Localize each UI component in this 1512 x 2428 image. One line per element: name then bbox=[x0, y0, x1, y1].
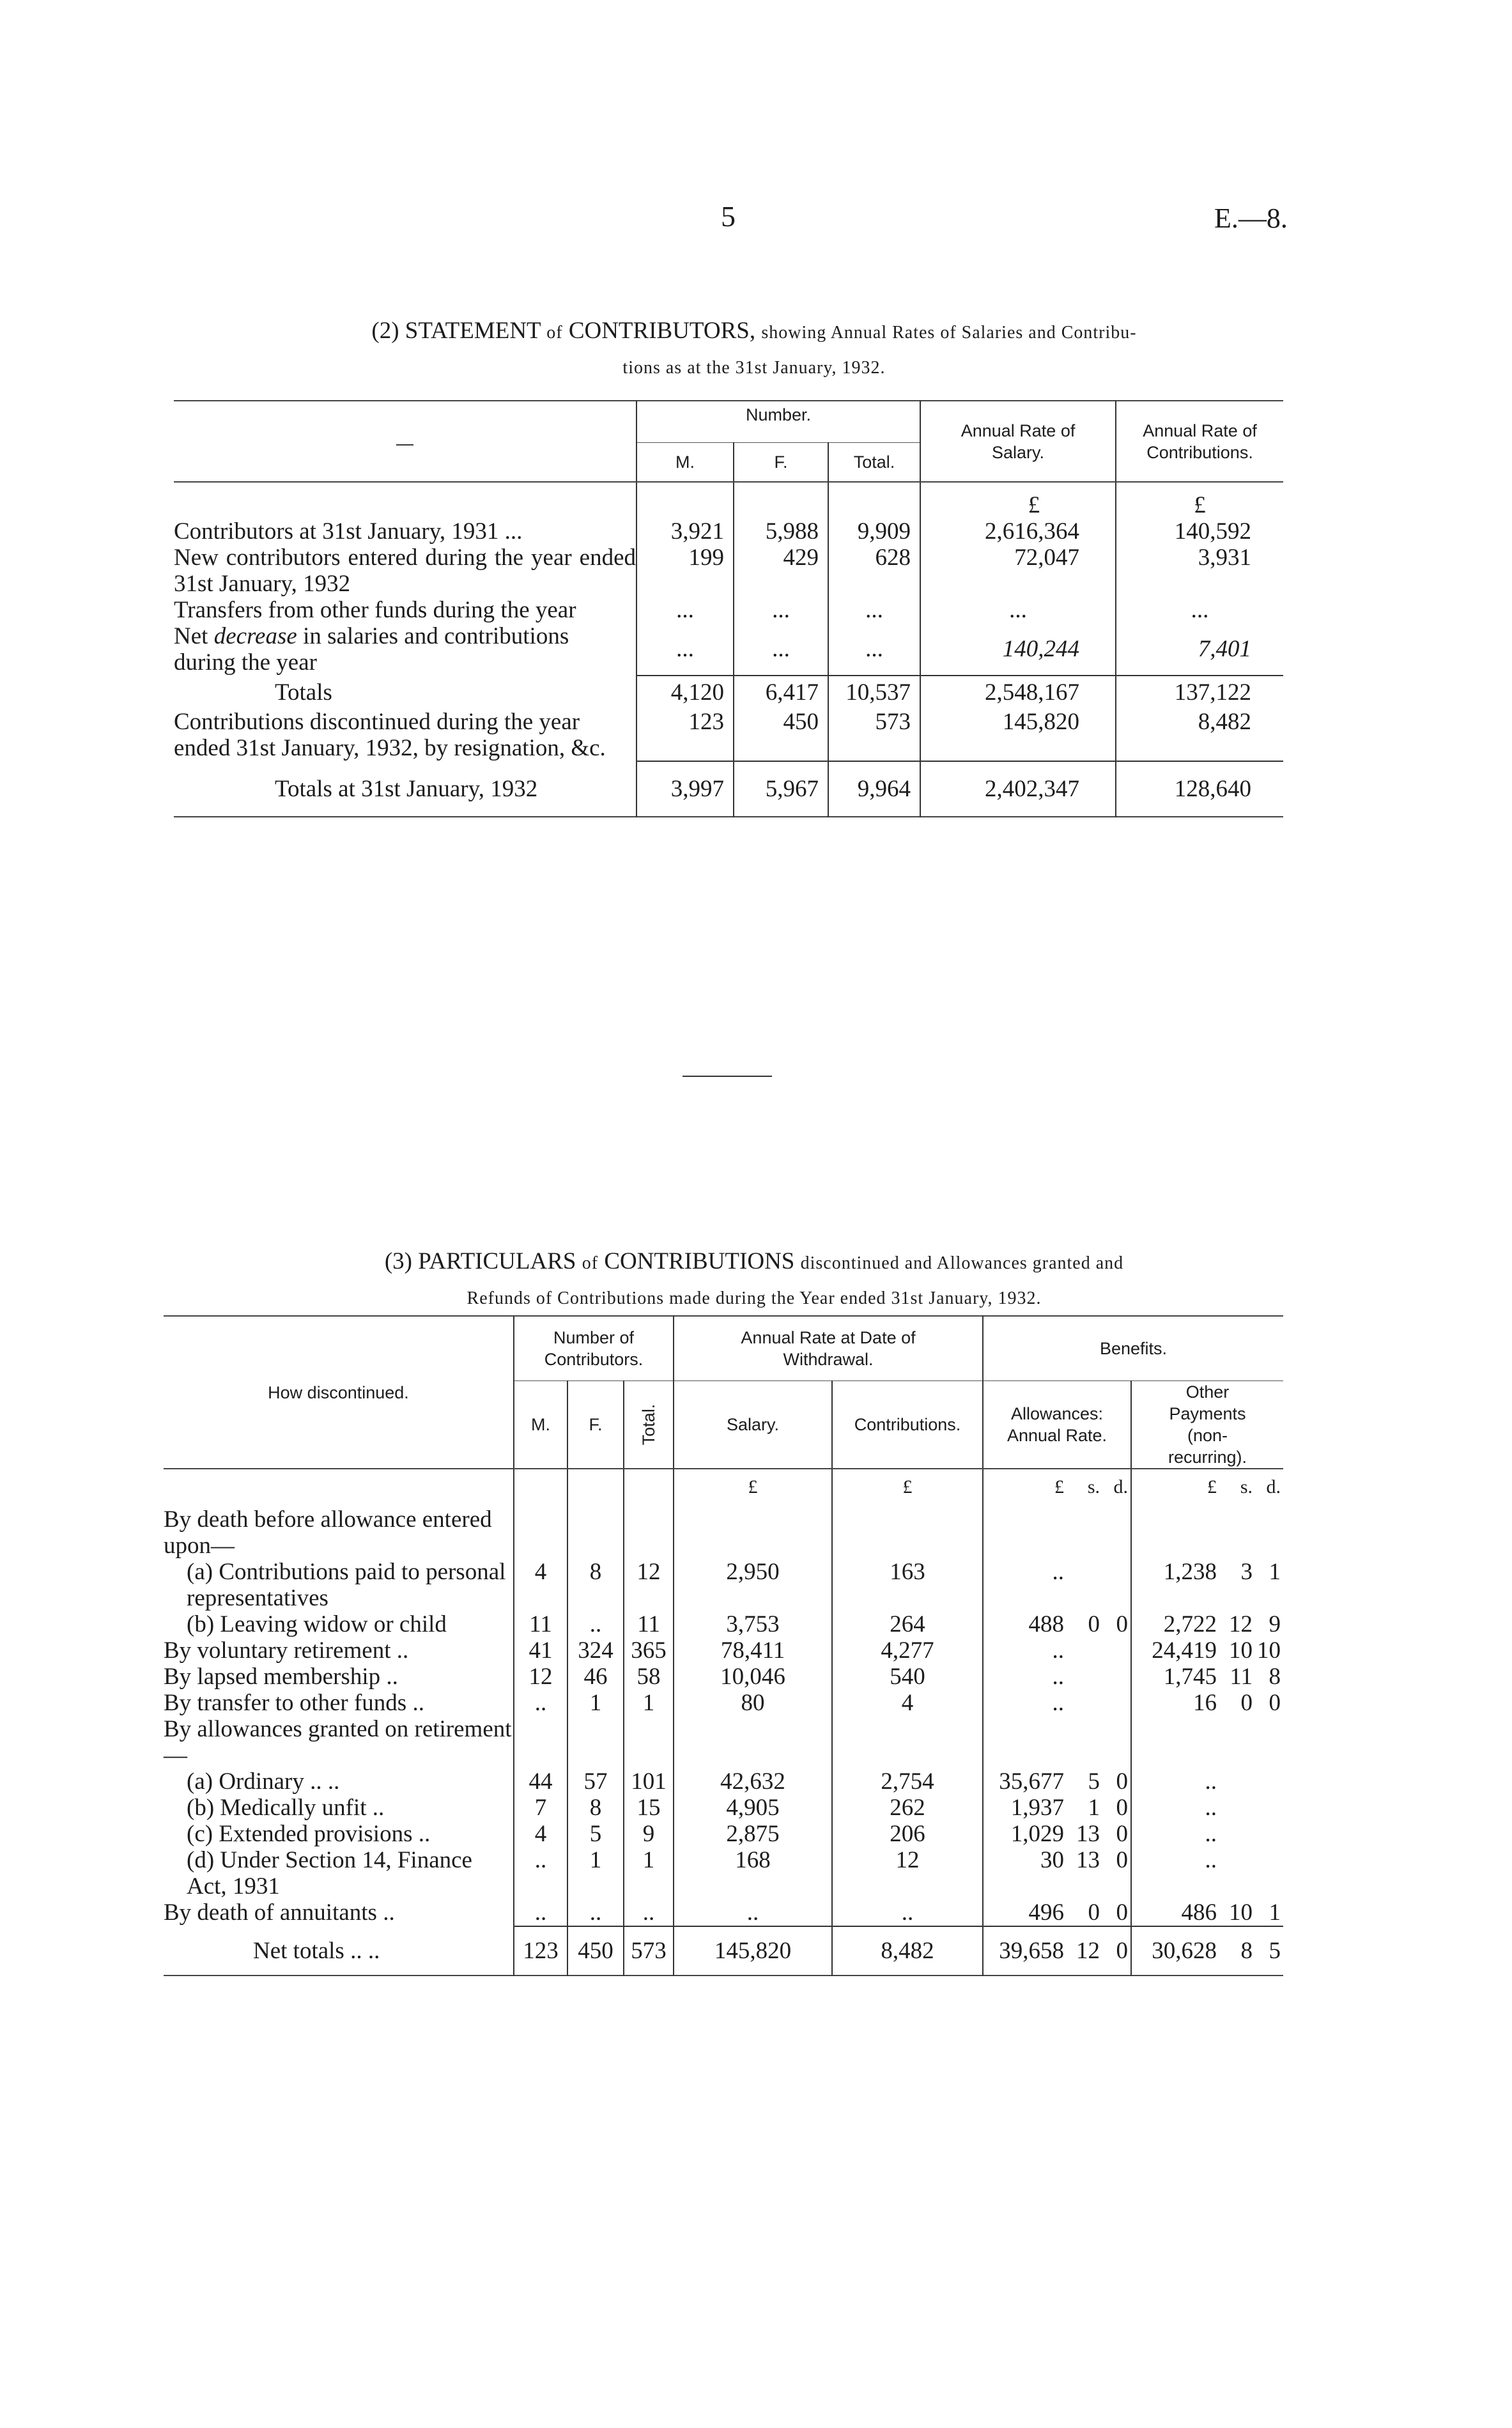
cell-salary: 72,047 bbox=[920, 545, 1116, 597]
cell-contrib: 8,482 bbox=[1116, 709, 1283, 761]
other-shillings: 0 bbox=[1240, 1690, 1253, 1716]
unit-pound: £ bbox=[674, 1469, 832, 1500]
cell-f: 1 bbox=[567, 1847, 624, 1899]
row-label-part: in salaries and contributions during the year bbox=[174, 623, 569, 676]
cell-total: 15 bbox=[624, 1795, 674, 1821]
row-label: (d) Under Section 14, Finance Act, 1931 bbox=[187, 1847, 472, 1899]
allow-pounds: .. bbox=[1052, 1637, 1065, 1664]
cell-total bbox=[624, 1500, 674, 1559]
allow-shillings: 1 bbox=[1088, 1795, 1100, 1821]
document-reference: E.—8. bbox=[1214, 203, 1288, 234]
cell-total: 9,964 bbox=[828, 761, 920, 817]
table-row bbox=[174, 518, 1283, 545]
row-label: Totals bbox=[275, 679, 332, 706]
row-label: Contributors at 31st January, 1931 ... bbox=[174, 518, 523, 545]
other-shillings: 8 bbox=[1240, 1938, 1253, 1964]
pound-sign: £ bbox=[920, 482, 1116, 518]
cell-total: 10,537 bbox=[828, 676, 920, 709]
col-f: F. bbox=[734, 443, 828, 483]
cell-m: 4,120 bbox=[636, 676, 734, 709]
col-total-label: Total. bbox=[639, 1403, 659, 1446]
cell-m: 12 bbox=[514, 1664, 567, 1690]
cell-f: 450 bbox=[567, 1926, 624, 1976]
cell-contrib: 7,401 bbox=[1116, 623, 1283, 676]
row-label: By death before allowance entered upon— bbox=[164, 1506, 492, 1559]
cell-f: 8 bbox=[567, 1795, 624, 1821]
col-salary: Salary. bbox=[674, 1381, 832, 1469]
cell-contrib: 128,640 bbox=[1116, 761, 1283, 817]
table-row bbox=[174, 761, 1283, 817]
cell-contrib: 4,277 bbox=[832, 1637, 983, 1664]
cell-contrib: 3,931 bbox=[1116, 545, 1283, 597]
cell-salary: 2,548,167 bbox=[920, 676, 1116, 709]
col-f: F. bbox=[567, 1381, 624, 1469]
table-row bbox=[164, 1664, 1283, 1690]
table-row bbox=[164, 1637, 1283, 1664]
cell-f: 6,417 bbox=[734, 676, 828, 709]
cell-contrib: 264 bbox=[832, 1611, 983, 1637]
table-row bbox=[174, 676, 1283, 709]
cell-m: 3,997 bbox=[636, 761, 734, 817]
allow-pence: 0 bbox=[1116, 1899, 1129, 1926]
cell-contrib: 163 bbox=[832, 1559, 983, 1611]
table-row bbox=[164, 1899, 1283, 1926]
cell-contrib bbox=[832, 1716, 983, 1768]
cell-allowance bbox=[983, 1821, 1131, 1847]
cell-m bbox=[514, 1716, 567, 1768]
cell-salary: 2,616,364 bbox=[920, 518, 1116, 545]
cell-total: 573 bbox=[828, 709, 920, 761]
cell-salary: 145,820 bbox=[674, 1926, 832, 1976]
row-label bbox=[174, 623, 636, 676]
unit-pound: £ bbox=[1054, 1476, 1065, 1497]
cell-salary: 42,632 bbox=[674, 1768, 832, 1795]
cell-other bbox=[1131, 1690, 1283, 1716]
allow-pounds: 30 bbox=[1040, 1847, 1065, 1873]
table-row bbox=[164, 1716, 1283, 1768]
other-pounds: 16 bbox=[1193, 1690, 1217, 1716]
cell-other bbox=[1131, 1664, 1283, 1690]
unit-s: s. bbox=[1240, 1476, 1253, 1497]
cell-f: 57 bbox=[567, 1768, 624, 1795]
particulars-title-part: of bbox=[582, 1253, 599, 1273]
allow-pence: 0 bbox=[1116, 1795, 1129, 1821]
other-pence: 9 bbox=[1269, 1611, 1281, 1637]
col-rate: Annual Rate at Date of Withdrawal. bbox=[674, 1316, 983, 1381]
row-label: Contributions discontinued during the year ended 31st January, 1932, by resignation, &c. bbox=[174, 709, 606, 761]
cell-contrib: 8,482 bbox=[832, 1926, 983, 1976]
allow-shillings: 0 bbox=[1088, 1899, 1100, 1926]
allow-pence: 0 bbox=[1116, 1611, 1129, 1637]
cell-allowance bbox=[983, 1559, 1131, 1611]
cell-allowance bbox=[983, 1899, 1131, 1926]
col-contributions: Annual Rate of Contributions. bbox=[1116, 401, 1283, 482]
statement-title-line2: tions as at the 31st January, 1932. bbox=[622, 358, 886, 378]
row-label: By voluntary retirement .. bbox=[164, 1637, 409, 1664]
row-label: (c) Extended provisions .. bbox=[187, 1821, 431, 1847]
cell-other bbox=[1131, 1821, 1283, 1847]
cell-m: 4 bbox=[514, 1821, 567, 1847]
cell-f: 324 bbox=[567, 1637, 624, 1664]
table-row bbox=[174, 545, 1283, 597]
other-pence: 1 bbox=[1269, 1899, 1281, 1926]
cell-other bbox=[1131, 1768, 1283, 1795]
table-row bbox=[164, 1795, 1283, 1821]
cell-total: 573 bbox=[624, 1926, 674, 1976]
col-number: Number. bbox=[636, 401, 920, 443]
allow-pence: 0 bbox=[1116, 1821, 1129, 1847]
allow-shillings: 0 bbox=[1088, 1611, 1100, 1637]
other-pounds: .. bbox=[1205, 1795, 1217, 1821]
table-row bbox=[164, 1611, 1283, 1637]
cell-m: ... bbox=[636, 623, 734, 676]
cell-m: .. bbox=[514, 1847, 567, 1899]
allow-shillings: 12 bbox=[1076, 1938, 1100, 1964]
cell-f: 46 bbox=[567, 1664, 624, 1690]
row-label: By transfer to other funds .. bbox=[164, 1690, 424, 1716]
cell-m: 11 bbox=[514, 1611, 567, 1637]
net-totals-label: Net totals .. .. bbox=[253, 1937, 380, 1964]
allow-pounds: 35,677 bbox=[999, 1768, 1065, 1795]
statement-title-part: CONTRIBUTORS, bbox=[568, 318, 756, 344]
row-label-part: decrease bbox=[213, 623, 297, 649]
cell-other bbox=[1131, 1637, 1283, 1664]
unit-other bbox=[1131, 1469, 1283, 1500]
cell-m: .. bbox=[514, 1899, 567, 1926]
cell-f: ... bbox=[734, 623, 828, 676]
cell-contrib: 137,122 bbox=[1116, 676, 1283, 709]
other-pounds: 30,628 bbox=[1152, 1938, 1217, 1964]
cell-other bbox=[1131, 1716, 1283, 1768]
cell-total: 1 bbox=[624, 1690, 674, 1716]
cell-salary: 3,753 bbox=[674, 1611, 832, 1637]
row-label: (b) Medically unfit .. bbox=[187, 1795, 385, 1821]
row-label: By death of annuitants .. bbox=[164, 1899, 395, 1926]
other-shillings: 12 bbox=[1229, 1611, 1253, 1637]
other-shillings: 3 bbox=[1240, 1559, 1253, 1585]
cell-contrib bbox=[832, 1500, 983, 1559]
cell-contrib: 140,592 bbox=[1116, 518, 1283, 545]
cell-m: ... bbox=[636, 597, 734, 623]
other-pence: 5 bbox=[1269, 1938, 1281, 1964]
cell-allowance bbox=[983, 1847, 1131, 1899]
unit-pound: £ bbox=[1207, 1476, 1217, 1497]
cell-allowance bbox=[983, 1637, 1131, 1664]
allow-shillings: 13 bbox=[1076, 1821, 1100, 1847]
cell-other bbox=[1131, 1926, 1283, 1976]
allow-shillings: 13 bbox=[1076, 1847, 1100, 1873]
cell-contrib: 2,754 bbox=[832, 1768, 983, 1795]
col-total: Total. bbox=[828, 443, 920, 483]
cell-salary: ... bbox=[920, 597, 1116, 623]
allow-pounds: 496 bbox=[1028, 1899, 1065, 1926]
other-pounds: .. bbox=[1205, 1821, 1217, 1847]
allow-pounds: 488 bbox=[1028, 1611, 1065, 1637]
statement-title-part: of bbox=[546, 323, 563, 343]
cell-m: 123 bbox=[514, 1926, 567, 1976]
cell-m: 123 bbox=[636, 709, 734, 761]
table-row bbox=[164, 1768, 1283, 1795]
cell-other bbox=[1131, 1847, 1283, 1899]
other-pounds: .. bbox=[1205, 1768, 1217, 1795]
cell-allowance bbox=[983, 1716, 1131, 1768]
unit-d: d. bbox=[1266, 1476, 1281, 1497]
allow-shillings: 5 bbox=[1088, 1768, 1100, 1795]
particulars-title-part: discontinued and Allowances granted and bbox=[800, 1253, 1124, 1273]
cell-salary: 2,402,347 bbox=[920, 761, 1116, 817]
col-dash: — bbox=[174, 401, 636, 482]
cell-allowance bbox=[983, 1795, 1131, 1821]
other-pounds: .. bbox=[1205, 1847, 1217, 1873]
section-divider bbox=[683, 1076, 772, 1077]
cell-f: ... bbox=[734, 597, 828, 623]
allow-pounds: 39,658 bbox=[999, 1938, 1065, 1964]
cell-m: 7 bbox=[514, 1795, 567, 1821]
col-allowances: Allowances: Annual Rate. bbox=[983, 1381, 1131, 1469]
cell-contrib: 4 bbox=[832, 1690, 983, 1716]
other-pounds: 1,745 bbox=[1163, 1664, 1217, 1690]
cell-m: 44 bbox=[514, 1768, 567, 1795]
cell-allowance bbox=[983, 1664, 1131, 1690]
cell-salary: 10,046 bbox=[674, 1664, 832, 1690]
cell-m: 4 bbox=[514, 1559, 567, 1611]
cell-total bbox=[624, 1716, 674, 1768]
other-pence: 0 bbox=[1269, 1690, 1281, 1716]
col-number: Number of Contributors. bbox=[514, 1316, 674, 1381]
other-pounds: 2,722 bbox=[1163, 1611, 1217, 1637]
cell-total: 58 bbox=[624, 1664, 674, 1690]
cell-salary bbox=[674, 1716, 832, 1768]
particulars-title bbox=[153, 1245, 1355, 1315]
cell-f: .. bbox=[567, 1611, 624, 1637]
statement-table bbox=[174, 400, 1283, 817]
statement-title-part: showing Annual Rates of Salaries and Contribu- bbox=[761, 323, 1137, 343]
cell-total: ... bbox=[828, 623, 920, 676]
cell-allowance bbox=[983, 1926, 1131, 1976]
particulars-title-part: CONTRIBUTIONS bbox=[604, 1248, 795, 1274]
cell-total: 628 bbox=[828, 545, 920, 597]
allow-pounds: 1,937 bbox=[1010, 1795, 1065, 1821]
col-other-payments: Other Payments (non-recurring). bbox=[1131, 1381, 1283, 1469]
cell-total: 9 bbox=[624, 1821, 674, 1847]
cell-salary bbox=[674, 1500, 832, 1559]
cell-f: .. bbox=[567, 1899, 624, 1926]
col-contributions: Contributions. bbox=[832, 1381, 983, 1469]
allow-pence: 0 bbox=[1116, 1847, 1129, 1873]
units-row bbox=[164, 1469, 1283, 1500]
table-row bbox=[164, 1559, 1283, 1611]
row-label: (a) Contributions paid to personal representatives bbox=[187, 1559, 506, 1611]
cell-contrib: 12 bbox=[832, 1847, 983, 1899]
allow-pounds: 1,029 bbox=[1010, 1821, 1065, 1847]
cell-contrib: .. bbox=[832, 1899, 983, 1926]
unit-s: s. bbox=[1087, 1476, 1100, 1497]
row-label: By allowances granted on retirement— bbox=[164, 1716, 512, 1768]
cell-total: 11 bbox=[624, 1611, 674, 1637]
cell-f bbox=[567, 1500, 624, 1559]
statement-title-part: (2) STATEMENT bbox=[371, 318, 541, 344]
cell-f: 5,967 bbox=[734, 761, 828, 817]
cell-other bbox=[1131, 1500, 1283, 1559]
statement-title bbox=[153, 314, 1355, 385]
row-label: By lapsed membership .. bbox=[164, 1664, 398, 1690]
net-totals-row bbox=[164, 1926, 1283, 1976]
cell-total: 9,909 bbox=[828, 518, 920, 545]
cell-total: 1 bbox=[624, 1847, 674, 1899]
other-pence: 1 bbox=[1269, 1559, 1281, 1585]
other-shillings: 10 bbox=[1229, 1637, 1253, 1664]
cell-salary: 4,905 bbox=[674, 1795, 832, 1821]
cell-allowance bbox=[983, 1690, 1131, 1716]
cell-allowance bbox=[983, 1611, 1131, 1637]
table-row bbox=[164, 1690, 1283, 1716]
row-label: (a) Ordinary .. .. bbox=[187, 1768, 340, 1795]
unit-pound: £ bbox=[832, 1469, 983, 1500]
cell-f: 450 bbox=[734, 709, 828, 761]
cell-f: 5 bbox=[567, 1821, 624, 1847]
cell-salary: 78,411 bbox=[674, 1637, 832, 1664]
cell-total: 101 bbox=[624, 1768, 674, 1795]
cell-total: 12 bbox=[624, 1559, 674, 1611]
table-row bbox=[164, 1821, 1283, 1847]
allow-pounds: .. bbox=[1052, 1559, 1065, 1585]
col-total bbox=[624, 1381, 674, 1469]
cell-other bbox=[1131, 1795, 1283, 1821]
other-pounds: 24,419 bbox=[1152, 1637, 1217, 1664]
cell-total: 365 bbox=[624, 1637, 674, 1664]
col-how: How discontinued. bbox=[164, 1316, 514, 1469]
table-row bbox=[174, 623, 1283, 676]
allow-pence: 0 bbox=[1116, 1938, 1129, 1964]
particulars-title-part: (3) PARTICULARS bbox=[384, 1248, 576, 1274]
cell-m: 41 bbox=[514, 1637, 567, 1664]
pound-sign: £ bbox=[1116, 482, 1283, 518]
other-pounds: 1,238 bbox=[1163, 1559, 1217, 1585]
other-pence: 10 bbox=[1257, 1637, 1281, 1664]
table-row bbox=[164, 1500, 1283, 1559]
cell-salary: 168 bbox=[674, 1847, 832, 1899]
particulars-title-line2: Refunds of Contributions made during the Year ended 31st January, 1932. bbox=[467, 1288, 1042, 1308]
particulars-table bbox=[164, 1315, 1283, 1976]
col-salary: Annual Rate of Salary. bbox=[920, 401, 1116, 482]
other-pence: 8 bbox=[1269, 1664, 1281, 1690]
allow-pence: 0 bbox=[1116, 1768, 1129, 1795]
cell-salary: 2,875 bbox=[674, 1821, 832, 1847]
cell-contrib: 262 bbox=[832, 1795, 983, 1821]
cell-allowance bbox=[983, 1768, 1131, 1795]
row-label: Transfers from other funds during the year bbox=[174, 597, 576, 623]
unit-allow bbox=[983, 1469, 1131, 1500]
cell-m: .. bbox=[514, 1690, 567, 1716]
cell-f: 1 bbox=[567, 1690, 624, 1716]
cell-salary: .. bbox=[674, 1899, 832, 1926]
cell-salary: 2,950 bbox=[674, 1559, 832, 1611]
cell-m bbox=[514, 1500, 567, 1559]
table-row bbox=[164, 1847, 1283, 1899]
cell-salary: 80 bbox=[674, 1690, 832, 1716]
other-pounds: 486 bbox=[1181, 1899, 1217, 1926]
cell-salary: 140,244 bbox=[920, 623, 1116, 676]
row-label: New contributors entered during the year ended 31st January, 1932 bbox=[174, 545, 636, 597]
page-number: 5 bbox=[721, 200, 736, 233]
col-benefits: Benefits. bbox=[983, 1316, 1283, 1381]
cell-contrib: ... bbox=[1116, 597, 1283, 623]
unit-d: d. bbox=[1113, 1476, 1129, 1497]
cell-f: 429 bbox=[734, 545, 828, 597]
cell-other bbox=[1131, 1899, 1283, 1926]
cell-contrib: 206 bbox=[832, 1821, 983, 1847]
cell-total: ... bbox=[828, 597, 920, 623]
col-m: M. bbox=[514, 1381, 567, 1469]
cell-m: 199 bbox=[636, 545, 734, 597]
table-row bbox=[174, 709, 1283, 761]
row-label-part: Net bbox=[174, 623, 214, 649]
allow-pounds: .. bbox=[1052, 1664, 1065, 1690]
col-m: M. bbox=[636, 443, 734, 483]
other-shillings: 10 bbox=[1229, 1899, 1253, 1926]
allow-pounds: .. bbox=[1052, 1690, 1065, 1716]
cell-other bbox=[1131, 1611, 1283, 1637]
cell-contrib: 540 bbox=[832, 1664, 983, 1690]
cell-total: .. bbox=[624, 1899, 674, 1926]
row-label: Totals at 31st January, 1932 bbox=[275, 775, 538, 802]
row-label: (b) Leaving widow or child bbox=[187, 1611, 447, 1637]
cell-f: 5,988 bbox=[734, 518, 828, 545]
cell-other bbox=[1131, 1559, 1283, 1611]
cell-salary: 145,820 bbox=[920, 709, 1116, 761]
cell-m: 3,921 bbox=[636, 518, 734, 545]
cell-f: 8 bbox=[567, 1559, 624, 1611]
other-shillings: 11 bbox=[1230, 1664, 1253, 1690]
table-row bbox=[174, 597, 1283, 623]
cell-allowance bbox=[983, 1500, 1131, 1559]
cell-f bbox=[567, 1716, 624, 1768]
